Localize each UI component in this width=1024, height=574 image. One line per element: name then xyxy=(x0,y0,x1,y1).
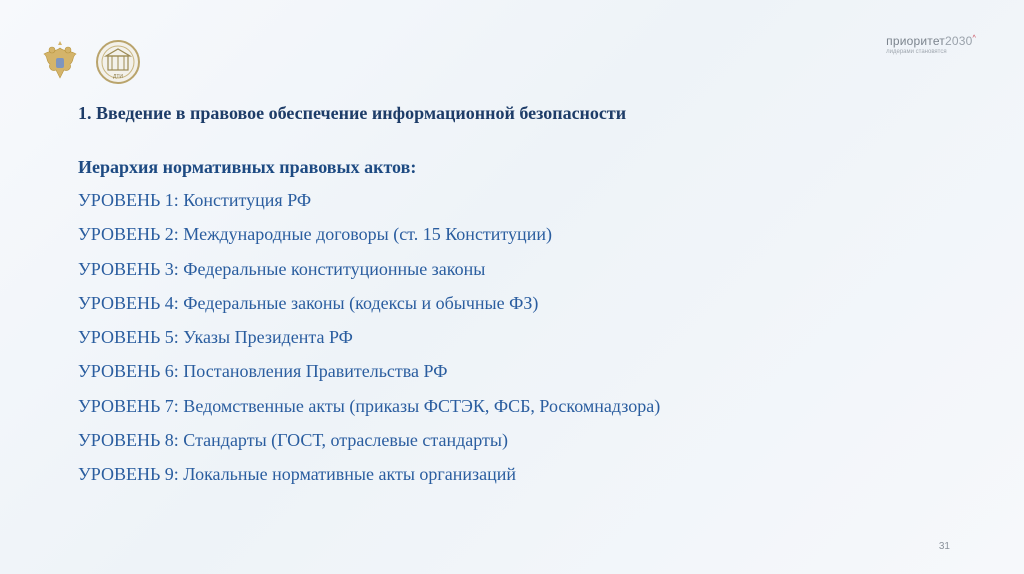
level-item: УРОВЕНЬ 5: Указы Президента РФ xyxy=(78,327,353,348)
level-item: УРОВЕНЬ 8: Стандарты (ГОСТ, отраслевые стандарты) xyxy=(78,430,508,451)
level-item: УРОВЕНЬ 7: Ведомственные акты (приказы ФСТЭК, ФСБ, Роскомнадзора) xyxy=(78,395,661,416)
level-item: УРОВЕНЬ 3: Федеральные конституционные законы xyxy=(78,258,486,279)
brand-word: приоритет xyxy=(886,34,945,48)
hierarchy-level-list xyxy=(78,190,660,499)
brand-title xyxy=(886,34,976,48)
brand-tagline: лидерами становятся xyxy=(886,49,947,55)
seal-text: ДТИ xyxy=(112,74,124,80)
level-item: УРОВЕНЬ 2: Международные договоры (ст. 15 Конституции) xyxy=(78,224,552,245)
university-seal-icon xyxy=(94,38,142,86)
double-headed-eagle-emblem-icon xyxy=(36,38,84,86)
level-item: УРОВЕНЬ 1: Конституция РФ xyxy=(78,190,312,210)
brand-mark: ^ xyxy=(972,35,976,42)
level-item: УРОВЕНЬ 6: Постановления Правительства РФ xyxy=(78,361,448,382)
level-item: УРОВЕНЬ 9: Локальные нормативные акты организаций xyxy=(78,464,517,485)
page-number: 31 xyxy=(938,541,950,552)
brand-year: 2030 xyxy=(945,34,973,48)
header-logos xyxy=(36,38,142,86)
slide-heading: 1. Введение в правовое обеспечение информационной безопасности xyxy=(78,103,627,123)
hierarchy-subheading: Иерархия нормативных правовых актов: xyxy=(78,157,417,177)
level-item: УРОВЕНЬ 4: Федеральные законы (кодексы и обычные ФЗ) xyxy=(78,292,539,313)
priority-2030-logo xyxy=(886,34,976,55)
